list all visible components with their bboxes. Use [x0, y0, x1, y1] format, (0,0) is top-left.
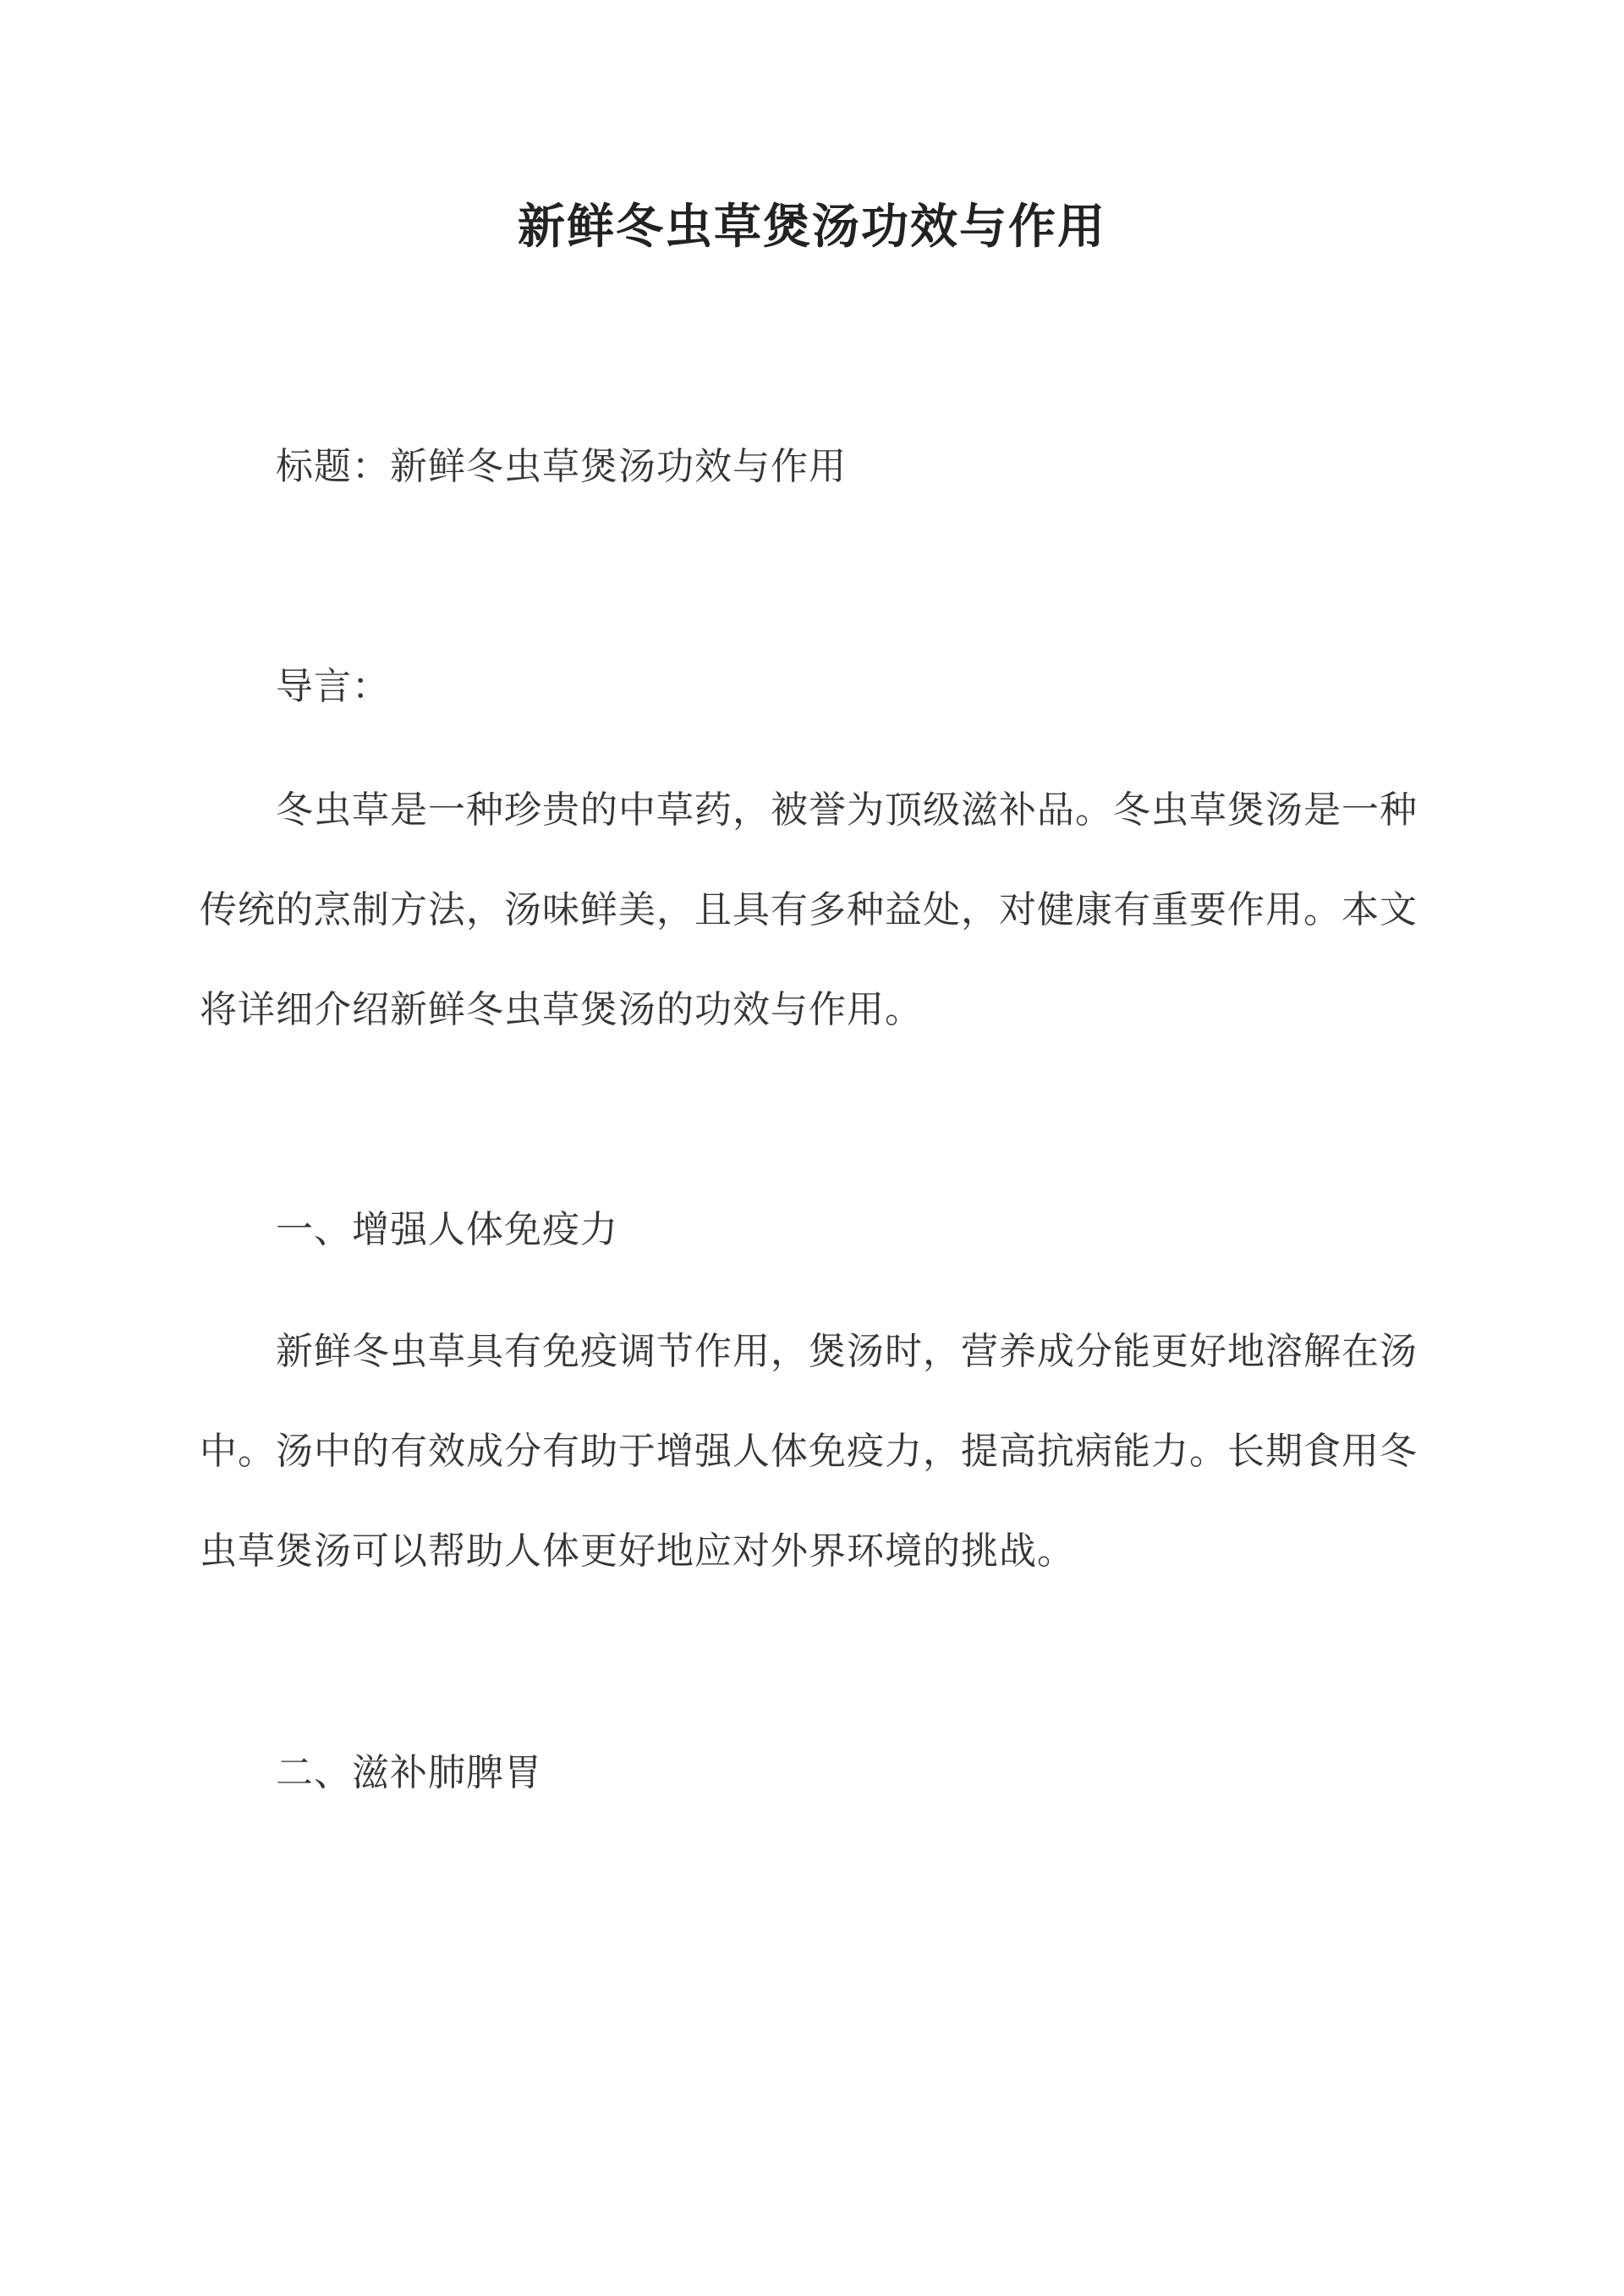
- section-1-paragraph-line-2: 中。汤中的有效成分有助于增强人体免疫力，提高抗病能力。长期食用冬: [200, 1430, 1418, 1473]
- section-1-paragraph-line-3: 虫草煲汤可以帮助人体更好地应对外界环境的挑战。: [200, 1530, 1075, 1573]
- section-1-heading: 一、增强人体免疫力: [276, 1208, 618, 1251]
- section-1-paragraph-line-1: 新鲜冬虫草具有免疫调节作用，煲汤时，营养成分能更好地溶解在汤: [276, 1330, 1418, 1373]
- section-2-heading: 二、滋补肺脾胃: [276, 1751, 542, 1794]
- subtitle-line: 标题：新鲜冬虫草煲汤功效与作用: [276, 445, 847, 488]
- intro-heading: 导言：: [276, 665, 390, 708]
- intro-paragraph-line-3: 将详细介绍新鲜冬虫草煲汤的功效与作用。: [200, 988, 923, 1031]
- intro-paragraph-line-1: 冬虫草是一种珍贵的中草药，被誉为顶级滋补品。冬虫草煲汤是一种: [276, 788, 1418, 832]
- intro-paragraph-line-2: 传统的烹制方法，汤味鲜美，且具有多种益处，对健康有重要作用。本文: [200, 888, 1418, 931]
- document-title: 新鲜冬虫草煲汤功效与作用: [518, 199, 1106, 255]
